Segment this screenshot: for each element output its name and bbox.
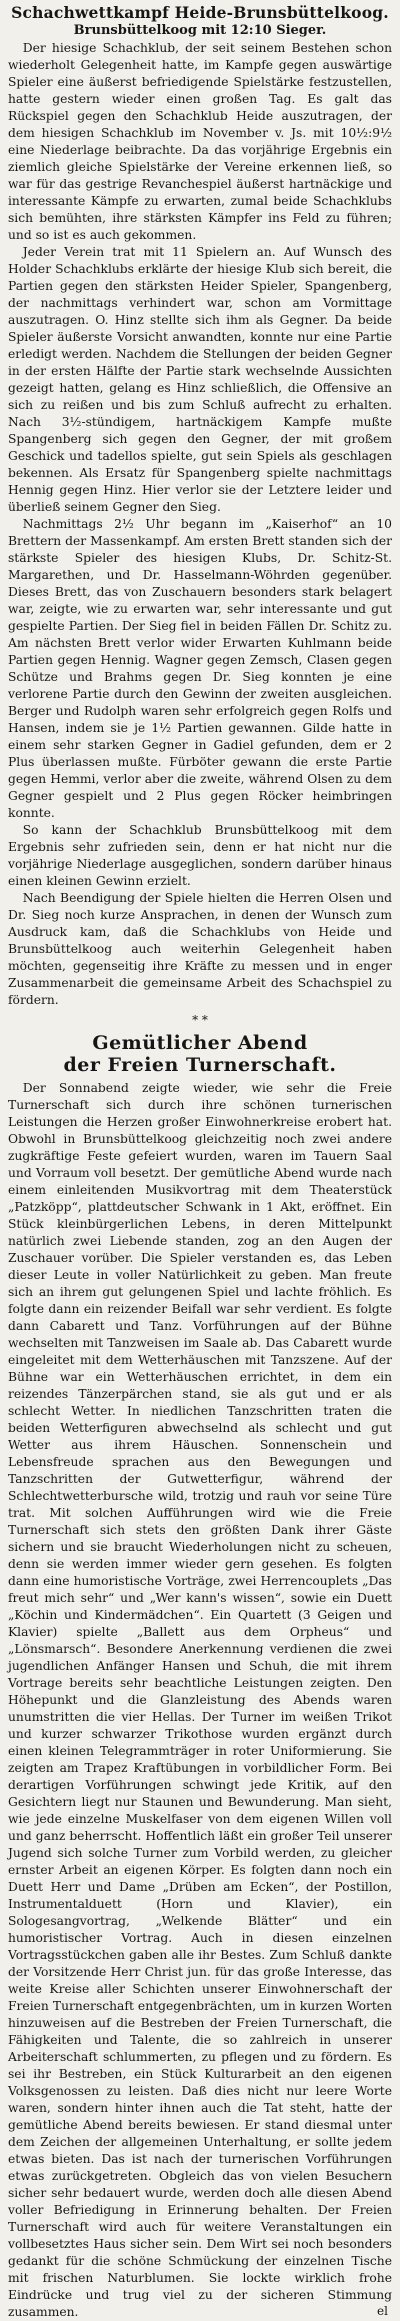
article-paragraph: Der Sonnabend zeigte wieder, wie sehr die Freie Turnerschaft sich durch ihre schönen turnerischen Leistungen die Herzen großer Einwohnerkreise erobert hat. Obwohl in Brunsbüttelkoog gleichzeitig noch zwei andere zugkräftige Feste gefeiert wurden, waren im Tauern Saal und Vorraum voll besetzt. Der gemütliche Abend wurde nach einem einleitenden Musikvortrag mit dem Theaterstück „Patzköpp“, plattdeutscher Schwank in 1 Akt, eröffnet. Ein Stück kleinbürgerlichen Lebens, in deren Mittelpunkt natürlich zwei Liebende standen, zog an den Augen der Zuschauer vorüber. Die Spieler verstanden es, das Leben dieser Leute in voller Natürlichkeit zu geben. Man freute sich an ihrem gut gelungenen Spiel und lachte fröhlich. Es folgte dann ein reizender Beifall war sehr verdient. Es folgte dann Cabarett und Tanz. Vorführungen auf der Bühne wechselten mit Tanzweisen im Saale ab. Das Cabarett wurde eingeleitet mit dem Wetterhäuschen mit Tanzszene. Auf der Bühne war ein Wetterhäuschen errichtet, in dem ein reizendes Tänzerpärchen stand, sie als gut und er als schlecht Wetter. In niedlichen Tanzschritten traten die beiden Wetterfiguren abwechselnd als schlecht und gut Wetter aus ihrem Häuschen. Sonnenschein und Lebensfreude sprachen aus den Bewegungen und Tanzschritten der Gutwetterfigur, während der Schlechtwetterbursche wild, trotzig und rauh vor seine Türe trat. Mit solchen Aufführungen wird wie die Freie Turnerschaft sich stets den größten Dank ihrer Gäste sichern und sie braucht Wiederholungen nicht zu scheuen, denn sie werden immer wieder gern gesehen. Es folgten dann eine humoristische Vorträge, zwei Herrencouplets „Das freut mich sehr“ und „Wer kann's wissen“, sowie ein Duett „Köchin und Kindermädchen“. Ein Quartett (3 Geigen und Klavier) spielte „Ballett aus dem Orpheus“ und „Lönsmarsch“. Besondere Anerkennung verdienen die zwei jugendlichen Anfänger Hansen und Schuh, die mit ihrem Vortrage bereits sehr beachtliche Leistungen zeigten. Den Höhepunkt und die Glanzleistung des Abends waren unumstritten die vier Hellas. Der Turner im weißen Trikot und kurzer schwarzer Trikothose wurden ergänzt durch einen kleinen Telegrammträger in roter Uniformierung. Sie zeigten am Trapez Kraftübungen in vorbildlicher Form. Bei derartigen Vorführungen schwingt jede Kritik, auf den Gesichtern liegt nur Staunen und Bewunderung. Man sieht, wie jede einzelne Muskelfaser von dem eigenen Willen voll und ganz beherrscht. Hoffentlich läßt ein großer Teil unserer Jugend sich solche Turner zum Vorbild werden, zu gleicher ernster Arbeit an eigenen Körper. Es folgten dann noch ein Duett Herr und Dame „Drüben am Ecken“, der Postillon, Instrumentalduett (Horn und Klavier), ein Sologesangvortrag, „Welkende Blätter“ und ein humoristischer Vortrag. Auch in diesen einzelnen Vortragsstückchen gaben alle ihr Bestes. Zum Schluß dankte der Vorsitzende Herr Christ jun. für das große Interesse, das weite Kreise aller Schichten unserer Einwohnerschaft der Freien Turnerschaft entgegenbrächten, um in kurzen Worten hinzuweisen auf die Bestreben der Freien Turnerschaft, die Fähigkeiten und Talente, die so zahlreich in unserer Arbeiterschaft schlummerten, zu pflegen und zu fördern. Es sei ihr Bestreben, ein Stück Kulturarbeit an den eigenen Volksgenossen zu leisten. Daß dies nicht nur leere Worte waren, sondern hinter ihnen auch die Tat steht, hatte der gemütliche Abend bereits bewiesen. Er stand diesmal unter dem Zeichen der allgemeinen Unterhaltung, er sollte jedem etwas bieten. Das ist nach der turnerischen Vorführungen etwas zurückgetreten. Obgleich das von vielen Besuchern sicher sehr bedauert wurde, werden doch alle diesen Abend voller Befriedigung in Erinnerung behalten. Der Freien Turnerschaft wird auch für weitere Veranstaltungen ein vollbesetztes Haus sicher sein. Dem Wirt sei noch besonders gedankt für die schöne Schmückung der einzelnen Tische mit frischen Naturblumen. Sie lockte wirklich frohe Eindrücke und trug viel zu der sicheren Stimmung zusammen. [8,1080,392,2319]
author-signature: el [377,2303,388,2318]
article-paragraph: Der hiesige Schachklub, der seit seinem Bestehen schon wiederholt Gelegenheit hatte, im Kampfe gegen auswärtige Spieler eine äußerst befriedigende Spielstärke festzustellen, hatte gestern wieder einen großen Tag. Es galt das Rückspiel gegen den Schachklub Heide auszutragen, der dem hiesigen Schachklub im November v. Js. mit 10½:9½ eine Niederlage beibrachte. Da das vorjährige Ergebnis ein ziemlich gleiche Spielstärke der Vereine erkennen ließ, so war für das gestrige Revanchespiel äußerst hartnäckige und interessante Kämpfe zu erwarten, zumal beide Schachklubs sich bemühten, ihre stärksten Kämpfer ins Feld zu führen; und so ist es auch gekommen. [8,40,392,242]
article-headline-line2: der Freien Turnerschaft. [63,1053,337,1076]
article-paragraph: Jeder Verein trat mit 11 Spielern an. Auf Wunsch des Holder Schachklubs erklärte der hiesige Klub sich bereit, die Partien gegen den stärksten Heider Spieler, Spangenberg, der nachmittags verhindert war, schon am Vormittage auszutragen. O. Hinz stellte sich ihm als Gegner. Da beide Spieler äußerste Vorsicht anwandten, konnte nur eine Partie erledigt werden. Nachdem die Stellungen der beiden Gegner in der ersten Hälfte der Partie stark wechselnde Aussichten gezeigt hatten, gelang es Hinz schließlich, die Offensive an sich zu reißen und bis zum Schluß aufrecht zu erhalten. Nach 3½-stündigem, hartnäckigem Kampfe mußte Spangenberg sich gegen den Gegner, der mit großem Geschick und tadellos spielte, gut sein Spiels als geschlagen bekennen. Als Ersatz für Spangenberg spielte nachmittags Hennig gegen Hinz. Hier verlor sie der Letztere leider und überließ seinem Gegner den Sieg. [8,244,392,514]
article-turnerschaft-evening [8,1033,392,2318]
section-divider: * * [192,1012,208,1027]
article-headline: Schachwettkampf Heide-Brunsbüttelkoog. [11,3,389,22]
article-headline-line1: Gemütlicher Abend [92,1031,308,1054]
article-chess-match [8,4,392,1009]
article-paragraph: Nachmittags 2½ Uhr begann im „Kaiserhof“ an 10 Brettern der Massenkampf. Am ersten Brett standen sich der stärkste Spieler des hiesigen Klubs, Dr. Schitz-St. Margarethen, und Dr. Hasselmann-Wöhrden gegenüber. Dieses Brett, das von Zuschauern besonders stark belagert war, zeigte, wie zu erwarten war, sehr interessante und gut gespielte Partien. Der Sieg fiel in beiden Fällen Dr. Schitz zu. Am nächsten Brett verlor wider Erwarten Kuhlmann beide Partien gegen Hennig. Wagner gegen Zemsch, Clasen gegen Schütze und Brahms gegen Dr. Sieg konnten je eine verlorene Partie durch den Gewinn der zweiten ausgleichen. Berger und Rudolph waren sehr erfolgreich gegen Rolfs und Hansen, indem sie je 1½ Partien gewannen. Gilde hatte in einem sehr starken Gegner in Gadiel gefunden, dem er 2 Plus überlassen mußte. Fürböter gewann die erste Partie gegen Hemmi, verlor aber die zweite, während Olsen zu dem Gegner gespielt und 2 Plus gegen Röcker heimbringen konnte. [8,516,392,820]
article-subheadline: Brunsbüttelkoog mit 12:10 Sieger. [73,22,327,38]
article-paragraph: So kann der Schachklub Brunsbüttelkoog mit dem Ergebnis sehr zufrieden sein, denn er hat nicht nur die vorjährige Niederlage ausgeglichen, sondern darüber hinaus einen kleinen Gewinn erzielt. [8,822,392,888]
article-paragraph: Nach Beendigung der Spiele hielten die Herren Olsen und Dr. Sieg noch kurze Ansprachen, in denen der Wunsch zum Ausdruck kam, daß die Schachklubs von Heide und Brunsbüttelkoog auch weiterhin Gelegenheit haben möchten, gegenseitig ihre Kräfte zu messen und in enger Zusammenarbeit die gemeinsame Arbeit des Schachspiel zu fördern. [8,890,392,1007]
